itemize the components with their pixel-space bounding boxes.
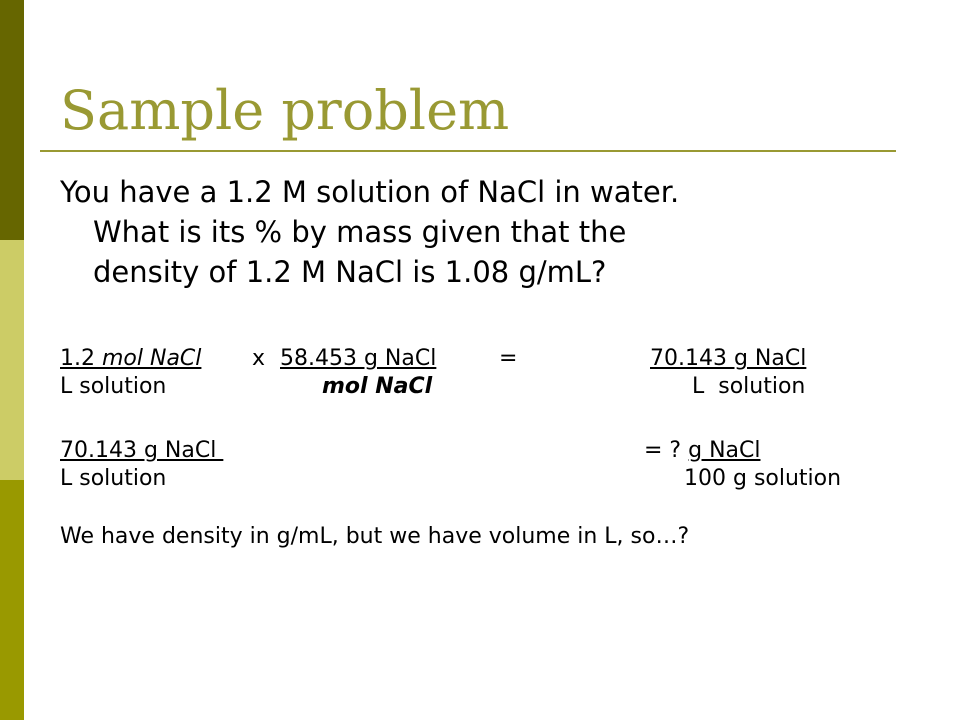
slide-title: Sample problem — [60, 79, 510, 142]
question-line-3: density of 1.2 M NaCl is 1.08 g/mL? — [93, 255, 607, 289]
calc1-num1-value: 1.2 — [60, 346, 95, 371]
calc2-denominator: L solution — [60, 466, 167, 491]
title-underline — [40, 150, 896, 152]
question-line-1: You have a 1.2 M solution of NaCl in water. — [60, 175, 680, 209]
calc2-equals-sign: = ? — [644, 438, 689, 463]
sidebar-band-light — [0, 240, 24, 480]
calc2-result-denominator: 100 g solution — [684, 466, 842, 491]
calc1-numerator-1 — [60, 346, 201, 372]
calc1-denominator-2: mol NaCl — [322, 374, 433, 399]
calc2-result-unit: g NaCl — [688, 438, 761, 463]
calc1-equals-sign: = — [499, 346, 518, 371]
calc1-result-denominator: L solution — [692, 374, 806, 399]
calc1-result-numerator: 70.143 g NaCl — [650, 346, 807, 371]
calc1-denominator-1: L solution — [60, 374, 167, 399]
calc1-times-sign: x — [252, 346, 266, 371]
density-note: We have density in g/mL, but we have volume in L, so…? — [60, 524, 690, 549]
calc1-numerator-2: 58.453 g NaCl — [280, 346, 437, 371]
sidebar-band-olive — [0, 480, 24, 720]
question-text — [60, 172, 860, 292]
calc2-numerator: 70.143 g NaCl — [60, 438, 224, 463]
question-line-2: What is its % by mass given that the — [93, 215, 627, 249]
calc1-num1-unit: mol NaCl — [102, 346, 202, 371]
calc2-result-numerator — [644, 438, 760, 464]
sidebar-band-dark — [0, 0, 24, 240]
